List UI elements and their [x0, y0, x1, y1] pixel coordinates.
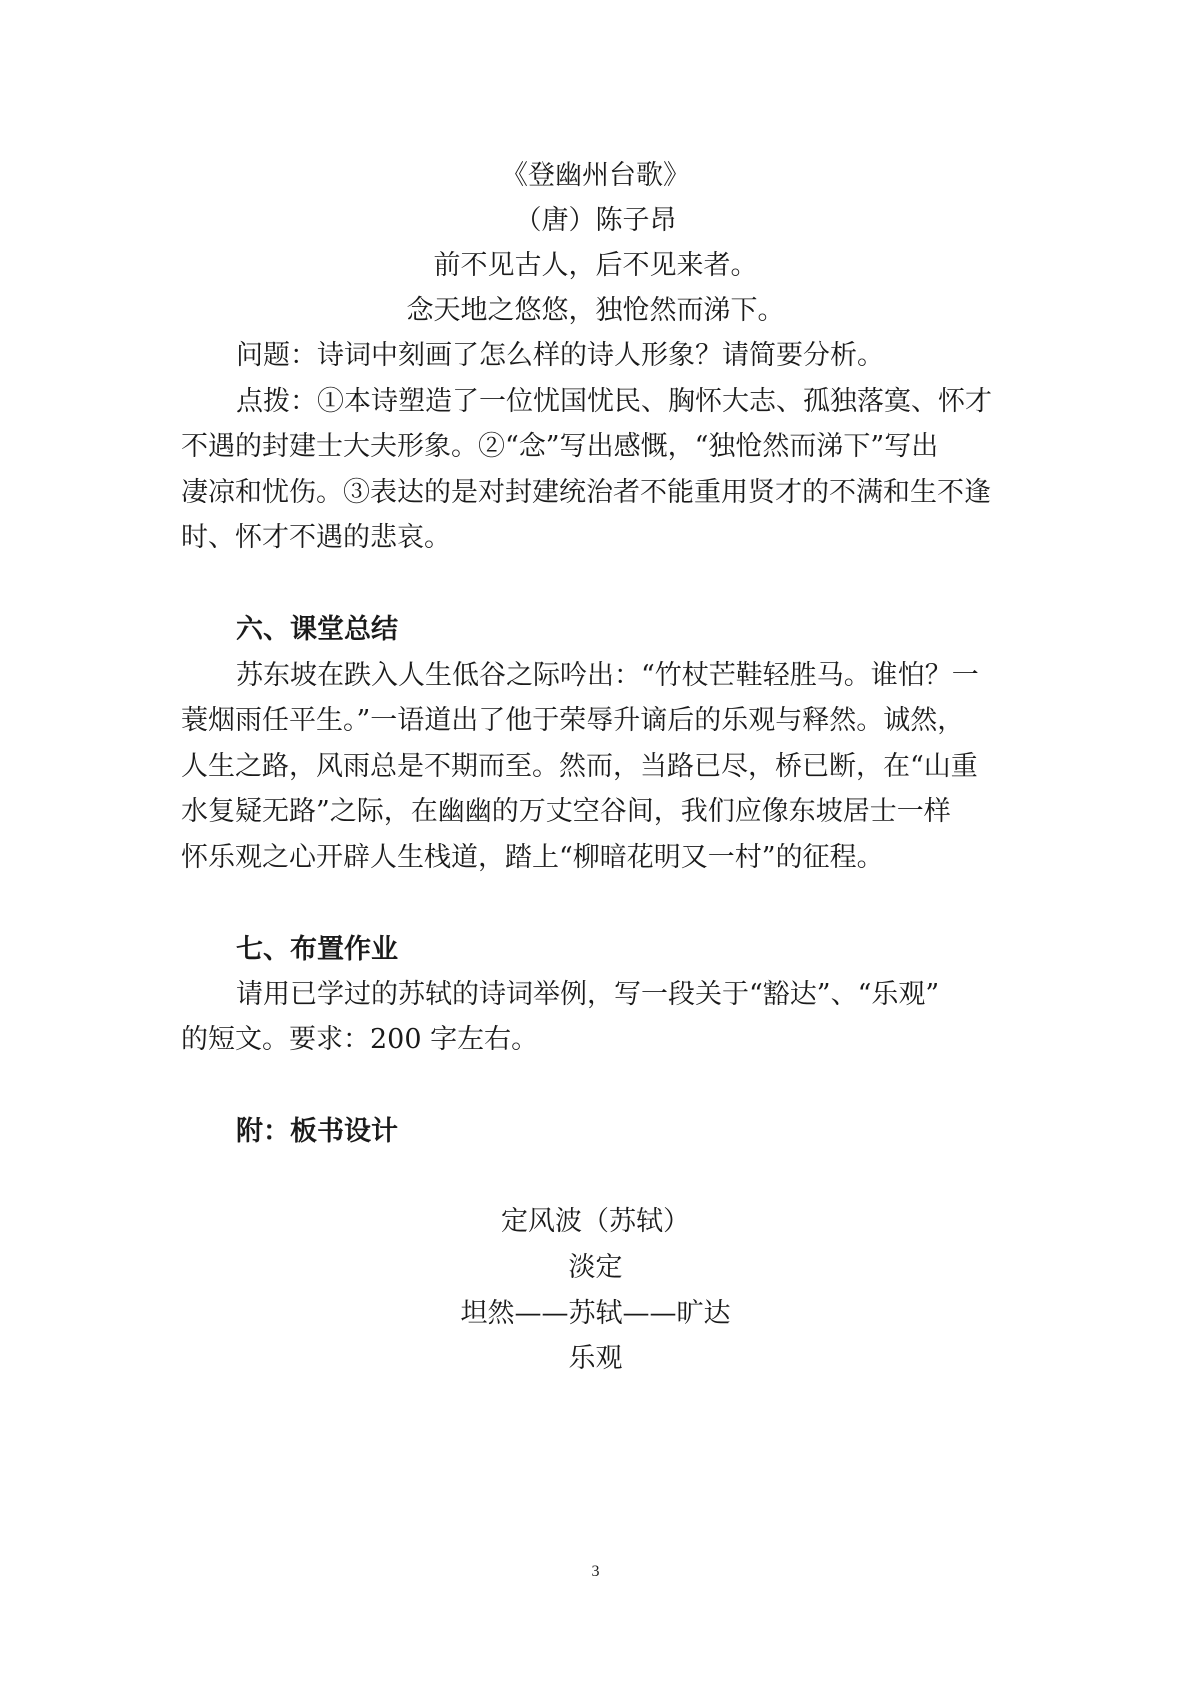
board-title: 定风波（苏轼） — [501, 1206, 690, 1237]
poem-title: 《登幽州台歌》 — [501, 160, 690, 191]
section-7-line-1: 请用已学过的苏轼的诗词举例，写一段关于“豁达”、“乐观” — [236, 979, 940, 1010]
hint-line-4: 时、怀才不遇的悲哀。 — [181, 522, 451, 553]
section-7-heading: 七、布置作业 — [236, 934, 398, 965]
question-text: 问题：诗词中刻画了怎么样的诗人形象？请简要分析。 — [236, 340, 884, 371]
page-number: 3 — [591, 1563, 600, 1580]
section-6-line-5: 怀乐观之心开辟人生栈道，踏上“柳暗花明又一村”的征程。 — [181, 842, 884, 873]
section-6-line-4: 水复疑无路”之际，在幽幽的万丈空谷间，我们应像东坡居士一样 — [181, 796, 951, 827]
hint-line-2: 不遇的封建士大夫形象。②“念”写出感慨，“独怆然而涕下”写出 — [181, 431, 939, 462]
section-6-heading: 六、课堂总结 — [236, 614, 398, 645]
appendix-heading: 附：板书设计 — [236, 1116, 398, 1147]
poem-line-2: 念天地之悠悠，独怆然而涕下。 — [406, 295, 785, 326]
section-6-line-3: 人生之路，风雨总是不期而至。然而，当路已尽，桥已断，在“山重 — [181, 751, 978, 782]
board-top: 淡定 — [568, 1252, 623, 1283]
section-6-line-2: 蓑烟雨任平生。”一语道出了他于荣辱升谪后的乐观与释然。诚然， — [181, 705, 965, 736]
poem-line-1: 前不见古人，后不见来者。 — [433, 250, 758, 281]
poem-author: （唐）陈子昂 — [514, 205, 677, 236]
hint-line-3: 凄凉和忧伤。③表达的是对封建统治者不能重用贤才的不满和生不逢 — [181, 477, 991, 508]
section-6-line-1: 苏东坡在跌入人生低谷之际吟出：“竹杖芒鞋轻胜马。谁怕？一 — [236, 660, 979, 691]
board-bottom: 乐观 — [568, 1343, 623, 1374]
hint-line-1: 点拨：①本诗塑造了一位忧国忧民、胸怀大志、孤独落寞、怀才 — [236, 386, 992, 417]
section-7-line-2: 的短文。要求：200 字左右。 — [181, 1024, 539, 1055]
board-middle: 坦然——苏轼——旷达 — [460, 1298, 731, 1329]
